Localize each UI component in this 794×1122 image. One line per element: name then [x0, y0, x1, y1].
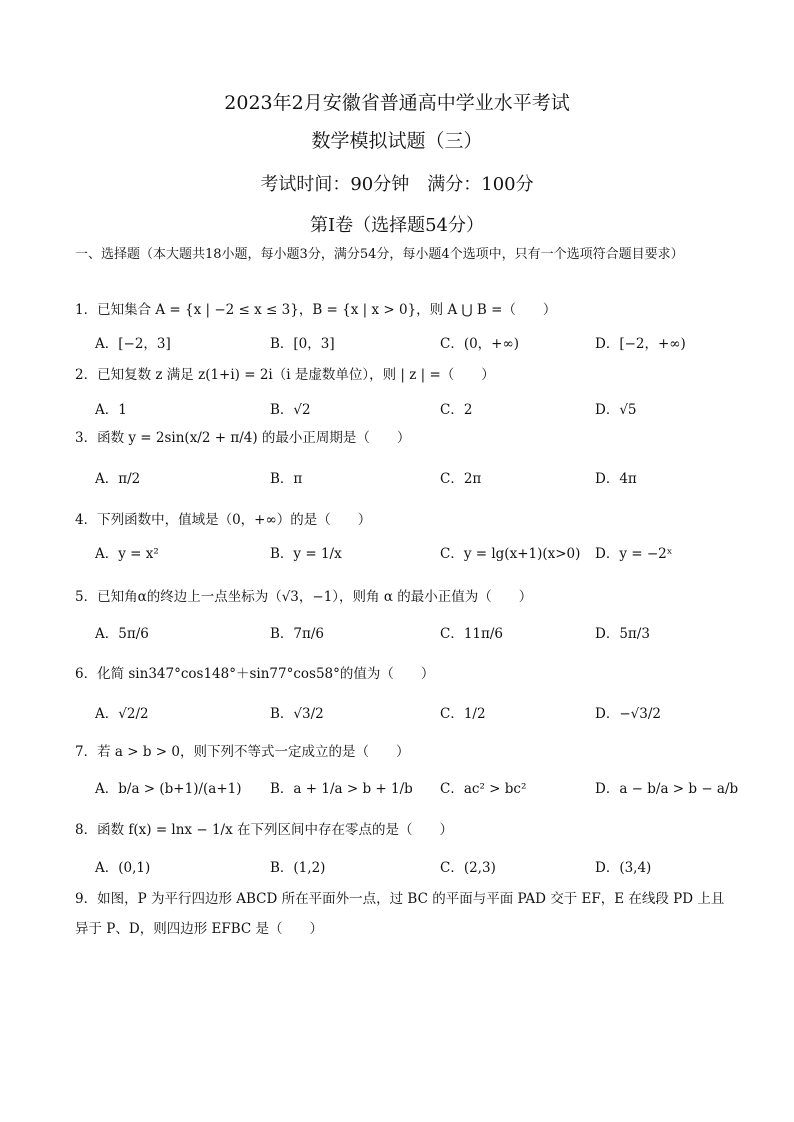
option-a: A．π/2 [95, 471, 141, 487]
question-stem: 5．已知角α的终边上一点坐标为（√3，−1），则角 α 的最小正值为（ ） [75, 589, 533, 605]
instructions: 一、选择题（本大题共18小题，每小题3分，满分54分，每小题4个选项中，只有一个选项符合题目要求） [75, 247, 684, 262]
option-a: A．5π/6 [95, 626, 149, 642]
question-stem: 7．若 a > b > 0，则下列不等式一定成立的是（ ） [75, 744, 410, 760]
option-c: C．ac² > bc² [440, 781, 527, 797]
option-a: A．[−2，3] [95, 336, 171, 352]
option-c: C．(0，+∞) [440, 336, 520, 352]
option-c: C．y = lg(x+1)(x>0) [440, 546, 581, 562]
question-stem: 4．下列函数中，值域是（0，+∞）的是（ ） [75, 512, 372, 528]
question-stem: 9．如图，P 为平行四边形 ABCD 所在平面外一点，过 BC 的平面与平面 PAD 交于 EF，E 在线段 PD 上且异于 P、D，则四边形 EFBC 是（ ） [75, 891, 725, 937]
options-row [95, 457, 735, 497]
option-c: C．2 [440, 402, 473, 418]
option-b: B．7π/6 [270, 626, 325, 642]
exam-title: 2023年2月安徽省普通高中学业水平考试 [224, 92, 570, 114]
option-d: D．y = −2ˣ [595, 546, 673, 562]
option-d: D．5π/3 [595, 626, 650, 642]
question-stem: 1．已知集合 A = {x | −2 ≤ x ≤ 3}，B = {x | x > 0}，则 A ⋃ B =（ ） [75, 302, 557, 318]
question-stem: 3．函数 y = 2sin(x/2 + π/4) 的最小正周期是（ ） [75, 430, 411, 446]
question-stem: 2．已知复数 z 满足 z(1+i) = 2i（i 是虚数单位），则 | z | =（ ） [75, 367, 495, 383]
option-a: A．(0,1) [95, 860, 151, 876]
option-c: C．1/2 [440, 706, 486, 722]
options-row [95, 388, 735, 428]
option-b: B．π [270, 471, 303, 487]
options-row [95, 322, 735, 362]
option-b: B．√2 [270, 402, 311, 418]
option-a: A．1 [95, 402, 127, 418]
option-d: D．4π [595, 471, 637, 487]
option-c: C．11π/6 [440, 626, 504, 642]
section-title: 第Ⅰ卷（选择题54分） [309, 215, 484, 236]
options-row [95, 767, 739, 807]
option-d: D．−√3/2 [595, 706, 661, 722]
option-d: D．[−2，+∞) [595, 336, 686, 352]
option-c: C．(2,3) [440, 860, 496, 876]
option-a: A．b/a > (b+1)/(a+1) [95, 781, 242, 797]
option-b: B．a + 1/a > b + 1/b [270, 781, 413, 797]
question-stem: 6．化简 sin347°cos148°＋sin77°cos58°的值为（ ） [75, 666, 435, 682]
option-d: D．√5 [595, 402, 637, 418]
exam-subtitle: 数学模拟试题（三） [311, 130, 483, 152]
options-row [95, 846, 735, 886]
exam-info: 考试时间：90分钟 满分：100分 [260, 174, 534, 195]
options-row [95, 612, 735, 652]
option-b: B．[0，3] [270, 336, 335, 352]
option-d: D．(3,4) [595, 860, 652, 876]
option-c: C．2π [440, 471, 482, 487]
options-row [95, 692, 735, 732]
option-a: A．y = x² [95, 546, 159, 562]
option-b: B．y = 1/x [270, 546, 342, 562]
option-d: D．a − b/a > b − a/b [595, 781, 739, 797]
option-b: B．(1,2) [270, 860, 326, 876]
options-row [95, 532, 735, 572]
option-b: B．√3/2 [270, 706, 324, 722]
question-stem: 8．函数 f(x) = lnx − 1/x 在下列区间中存在零点的是（ ） [75, 822, 453, 838]
option-a: A．√2/2 [95, 706, 149, 722]
